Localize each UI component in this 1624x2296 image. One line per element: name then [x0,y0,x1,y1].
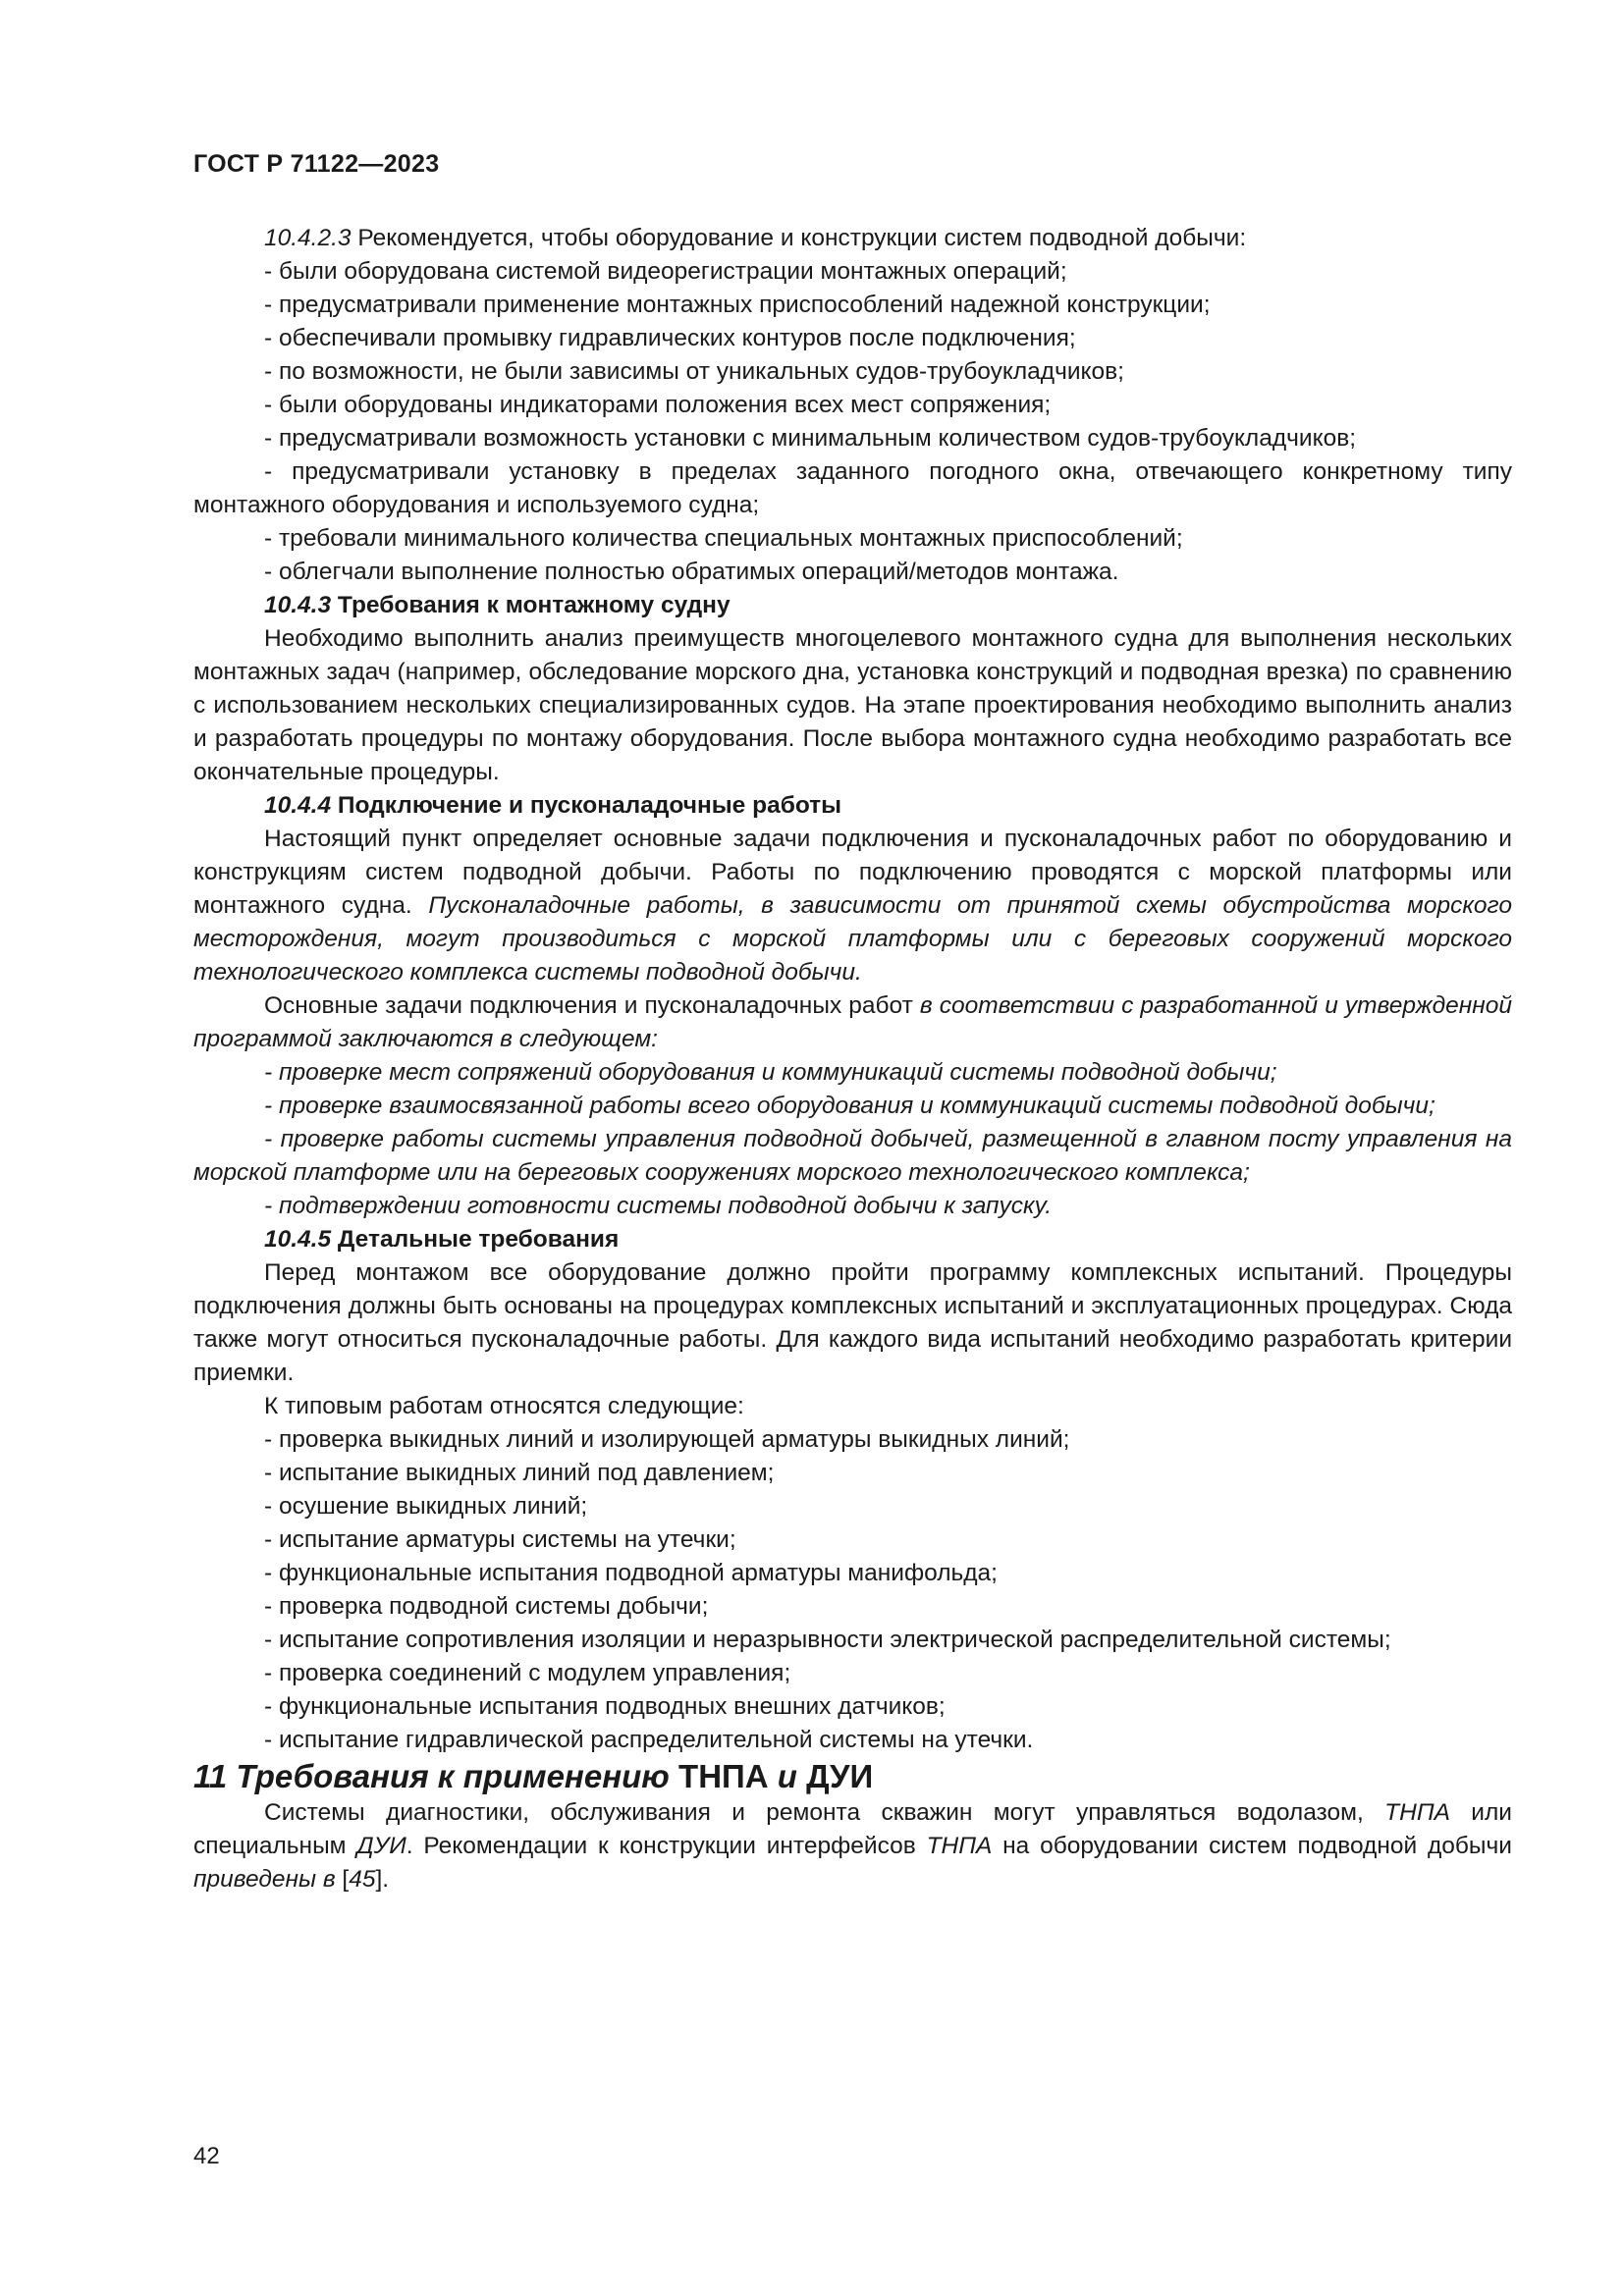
clause-10-4-4-para-1: Настоящий пункт определяет основные задачи подключения и пусконаладочных работ по оборудованию и конструкциям систем подводной добычи. Работы по подключению проводятся с морской платформы или монтажного судна. Пусконаладочные работы, в зависимости от принятой схемы обустройства морского месторождения, могут производиться с морской платформы или с береговых сооружений морского технологического комплекса системы подводной добычи. [193,826,1512,986]
list-item: - проверке мест сопряжений оборудования и коммуникаций системы подводной добычи; [264,1059,1277,1086]
list-item: - по возможности, не были зависимы от уникальных судов-трубоукладчиков; [264,358,1124,385]
document-header: ГОСТ Р 71122—2023 [193,150,440,178]
list-item: - проверке взаимосвязанной работы всего оборудования и коммуникаций системы подводной добычи; [264,1093,1435,1119]
list-item: - предусматривали установку в пределах заданного погодного окна, отвечающего конкретному типу монтажного оборудования и используемого судна; [193,458,1512,518]
list-item: - осушение выкидных линий; [264,1493,588,1520]
clause-10-4-5-intro: К типовым работам относятся следующие: [264,1393,744,1419]
section-11-heading: 11 Требования к применению ТНПА и ДУИ [193,1758,874,1794]
list-item: - испытание арматуры системы на утечки; [264,1526,736,1553]
list-item: - облегчали выполнение полностью обратимых операций/методов монтажа. [264,559,1119,585]
list-item: - предусматривали применение монтажных приспособлений надежной конструкции; [264,292,1211,318]
clause-10-4-5-text: Перед монтажом все оборудование должно пройти программу комплексных испытаний. Процедуры подключения должны быть основаны на процедурах комплексных испытаний и эксплуатационных процедурах. Сюда также могут относиться пусконаладочные работы. Для каждого вида испытаний необходимо разработать критерии приемки. [193,1259,1512,1386]
list-item: - подтверждении готовности системы подводной добычи к запуску. [264,1193,1053,1219]
list-item: - проверка соединений с модулем управления; [264,1660,791,1686]
page-number: 42 [193,2143,220,2169]
clause-10-4-3-heading: 10.4.3 Требования к монтажному судну [264,592,731,618]
list-item: - испытание сопротивления изоляции и неразрывности электрической распределительной системы; [264,1627,1391,1653]
list-item: - были оборудована системой видеорегистрации монтажных операций; [264,258,1067,285]
list-item: - проверка выкидных линий и изолирующей арматуры выкидных линий; [264,1426,1070,1453]
list-item: - предусматривали возможность установки с минимальным количеством судов-трубоукладчиков; [264,425,1357,452]
clause-10-4-4-heading: 10.4.4 Подключение и пусконаладочные работы [264,792,842,819]
clause-10-4-4-para-2: Основные задачи подключения и пусконаладочных работ в соответствии с разработанной и утвержденной программой заключаются в следующем: [193,992,1512,1052]
clause-10-4-5-heading: 10.4.5 Детальные требования [264,1226,620,1253]
clause-number: 10.4.2.3 [264,225,352,251]
list-item: - испытание выкидных линий под давлением; [264,1460,775,1486]
list-item: - испытание гидравлической распределительной системы на утечки. [264,1727,1034,1753]
list-item: - требовали минимального количества специальных монтажных приспособлений; [264,525,1183,552]
list-item: - проверка подводной системы добычи; [264,1593,709,1620]
section-11-text: Системы диагностики, обслуживания и ремонта скважин могут управляться водолазом, ТНПА или специальным ДУИ. Рекомендации к конструкции интерфейсов ТНПА на оборудовании систем подводной добычи приведены в [45]. [193,1799,1512,1893]
list-item: - обеспечивали промывку гидравлических контуров после подключения; [264,325,1076,351]
list-item: - функциональные испытания подводной арматуры манифольда; [264,1560,998,1586]
clause-10-4-3-text: Необходимо выполнить анализ преимуществ многоцелевого монтажного судна для выполнения нескольких монтажных задач (например, обследование морского дна, установка конструкций и подводная врезка) по сравнению с использованием нескольких специализированных судов. На этапе проектирования необходимо выполнить анализ и разработать процедуры по монтажу оборудования. После выбора монтажного судна необходимо разработать все окончательные процедуры. [193,625,1512,785]
document-body [193,222,1512,1896]
list-item: - функциональные испытания подводных внешних датчиков; [264,1693,946,1720]
clause-10-4-2-3-intro: 10.4.2.3 Рекомендуется, чтобы оборудование и конструкции систем подводной добычи: [264,225,1247,251]
list-item: - проверке работы системы управления подводной добычей, размещенной в главном посту управления на морской платформе или на береговых сооружениях морского технологического комплекса; [193,1126,1512,1186]
list-item: - были оборудованы индикаторами положения всех мест сопряжения; [264,392,1052,418]
